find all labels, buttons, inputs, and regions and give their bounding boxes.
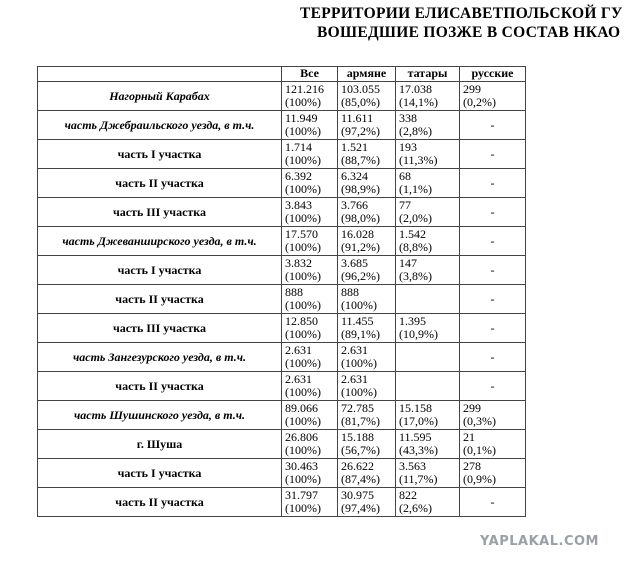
percent-value: (100%): [285, 124, 321, 138]
row-label: часть II участка: [38, 285, 282, 314]
value-cell: [282, 488, 338, 517]
percent-value: (100%): [285, 211, 321, 225]
count-value: 12.850: [285, 314, 318, 328]
value-cell: [282, 314, 338, 343]
population-table: [37, 66, 526, 517]
value-cell: [282, 111, 338, 140]
percent-value: (87,4%): [341, 472, 380, 486]
count-value: 2.631: [285, 372, 312, 386]
percent-value: (0,1%): [463, 443, 496, 457]
table-row: [38, 459, 526, 488]
value-cell: [338, 314, 396, 343]
count-value: 121.216: [285, 82, 324, 96]
value-cell: [396, 82, 460, 111]
value-cell: [460, 82, 526, 111]
value-cell: [338, 256, 396, 285]
header-cell: Все: [282, 67, 338, 82]
value-cell: [338, 343, 396, 372]
dash-cell: -: [460, 285, 526, 314]
percent-value: (100%): [285, 356, 321, 370]
header-cell: татары: [396, 67, 460, 82]
count-value: 888: [285, 285, 303, 299]
value-cell: [396, 198, 460, 227]
dash-cell: -: [460, 227, 526, 256]
percent-value: (3,8%): [399, 269, 432, 283]
percent-value: (11,7%): [399, 472, 438, 486]
percent-value: (100%): [285, 385, 321, 399]
count-value: 6.324: [341, 169, 368, 183]
dash-cell: -: [460, 372, 526, 401]
value-cell: [282, 372, 338, 401]
row-label: часть Джебраильского уезда, в т.ч.: [38, 111, 282, 140]
count-value: 17.570: [285, 227, 318, 241]
count-value: 3.832: [285, 256, 312, 270]
count-value: 21: [463, 430, 475, 444]
percent-value: (97,4%): [341, 501, 380, 515]
value-cell: [396, 459, 460, 488]
document-title: [300, 4, 640, 42]
value-cell: [396, 256, 460, 285]
count-value: 31.797: [285, 488, 318, 502]
value-cell: [396, 227, 460, 256]
percent-value: (91,2%): [341, 240, 380, 254]
value-cell: [396, 111, 460, 140]
table-header-row: [38, 67, 526, 82]
table-row: [38, 488, 526, 517]
percent-value: (100%): [285, 298, 321, 312]
percent-value: (17,0%): [399, 414, 438, 428]
value-cell: [282, 198, 338, 227]
count-value: 26.806: [285, 430, 318, 444]
row-label: часть I участка: [38, 140, 282, 169]
percent-value: (100%): [285, 153, 321, 167]
row-label: г. Шуша: [38, 430, 282, 459]
percent-value: (43,3%): [399, 443, 438, 457]
value-cell: [282, 285, 338, 314]
count-value: 888: [341, 285, 359, 299]
value-cell: [282, 256, 338, 285]
value-cell: [396, 430, 460, 459]
table-row: [38, 285, 526, 314]
value-cell: [338, 459, 396, 488]
percent-value: (0,3%): [463, 414, 496, 428]
count-value: 3.766: [341, 198, 368, 212]
row-label: часть II участка: [38, 488, 282, 517]
row-label: часть II участка: [38, 372, 282, 401]
value-cell: [396, 140, 460, 169]
percent-value: (11,3%): [399, 153, 438, 167]
value-cell: [338, 401, 396, 430]
table-row: [38, 372, 526, 401]
count-value: 1.714: [285, 140, 312, 154]
row-label: часть II участка: [38, 169, 282, 198]
percent-value: (0,9%): [463, 472, 496, 486]
dash-cell: -: [460, 198, 526, 227]
count-value: 16.028: [341, 227, 374, 241]
table-row: [38, 430, 526, 459]
percent-value: (85,0%): [341, 95, 380, 109]
row-label: часть III участка: [38, 198, 282, 227]
table-row: [38, 401, 526, 430]
dash-cell: -: [460, 314, 526, 343]
percent-value: (0,2%): [463, 95, 496, 109]
header-cell: [38, 67, 282, 82]
percent-value: (100%): [285, 414, 321, 428]
count-value: 103.055: [341, 82, 380, 96]
value-cell: [338, 140, 396, 169]
value-cell: [338, 227, 396, 256]
dash-cell: -: [460, 169, 526, 198]
value-cell: [282, 430, 338, 459]
count-value: 193: [399, 140, 417, 154]
table-row: [38, 198, 526, 227]
table-row: [38, 169, 526, 198]
count-value: 1.521: [341, 140, 368, 154]
value-cell: [460, 430, 526, 459]
table-row: [38, 343, 526, 372]
count-value: 1.395: [399, 314, 426, 328]
table-row: [38, 227, 526, 256]
row-label: часть I участка: [38, 459, 282, 488]
value-cell: [282, 140, 338, 169]
percent-value: (81,7%): [341, 414, 380, 428]
count-value: 11.455: [341, 314, 374, 328]
value-cell: [396, 285, 460, 314]
watermark-text: YAPLAKAL.COM: [480, 534, 599, 549]
table-row: [38, 256, 526, 285]
percent-value: (2,6%): [399, 501, 432, 515]
value-cell: [282, 401, 338, 430]
count-value: 30.463: [285, 459, 318, 473]
percent-value: (89,1%): [341, 327, 380, 341]
row-label: часть Шушинского уезда, в т.ч.: [38, 401, 282, 430]
value-cell: [338, 111, 396, 140]
count-value: 147: [399, 256, 417, 270]
percent-value: (100%): [285, 443, 321, 457]
value-cell: [338, 82, 396, 111]
percent-value: (100%): [285, 472, 321, 486]
percent-value: (100%): [341, 385, 377, 399]
count-value: 15.158: [399, 401, 432, 415]
count-value: 6.392: [285, 169, 312, 183]
dash-cell: -: [460, 140, 526, 169]
dash-cell: -: [460, 256, 526, 285]
percent-value: (100%): [285, 501, 321, 515]
title-line-1: ТЕРРИТОРИИ ЕЛИСАВЕТПОЛЬСКОЙ ГУ: [300, 5, 623, 22]
count-value: 299: [463, 401, 481, 415]
value-cell: [460, 401, 526, 430]
value-cell: [282, 343, 338, 372]
value-cell: [396, 488, 460, 517]
table-row: [38, 140, 526, 169]
count-value: 822: [399, 488, 417, 502]
percent-value: (100%): [285, 240, 321, 254]
row-label: часть Зангезурского уезда, в т.ч.: [38, 343, 282, 372]
value-cell: [282, 169, 338, 198]
value-cell: [338, 285, 396, 314]
value-cell: [338, 430, 396, 459]
value-cell: [396, 401, 460, 430]
dash-cell: -: [460, 111, 526, 140]
value-cell: [282, 459, 338, 488]
table-row: [38, 111, 526, 140]
count-value: 17.038: [399, 82, 432, 96]
header-cell: русские: [460, 67, 526, 82]
value-cell: [338, 169, 396, 198]
row-label: Нагорный Карабах: [38, 82, 282, 111]
percent-value: (100%): [341, 298, 377, 312]
percent-value: (14,1%): [399, 95, 438, 109]
value-cell: [396, 343, 460, 372]
percent-value: (2,0%): [399, 211, 432, 225]
count-value: 11.595: [399, 430, 432, 444]
count-value: 30.975: [341, 488, 374, 502]
count-value: 11.611: [341, 111, 374, 125]
value-cell: [338, 198, 396, 227]
percent-value: (10,9%): [399, 327, 438, 341]
count-value: 3.685: [341, 256, 368, 270]
percent-value: (56,7%): [341, 443, 380, 457]
count-value: 68: [399, 169, 411, 183]
dash-cell: -: [460, 488, 526, 517]
count-value: 278: [463, 459, 481, 473]
value-cell: [338, 372, 396, 401]
count-value: 26.622: [341, 459, 374, 473]
percent-value: (98,0%): [341, 211, 380, 225]
value-cell: [396, 169, 460, 198]
percent-value: (98,9%): [341, 182, 380, 196]
count-value: 89.066: [285, 401, 318, 415]
percent-value: (97,2%): [341, 124, 380, 138]
percent-value: (100%): [285, 182, 321, 196]
count-value: 3.843: [285, 198, 312, 212]
count-value: 11.949: [285, 111, 318, 125]
percent-value: (100%): [341, 356, 377, 370]
percent-value: (1,1%): [399, 182, 432, 196]
percent-value: (2,8%): [399, 124, 432, 138]
value-cell: [282, 227, 338, 256]
count-value: 299: [463, 82, 481, 96]
value-cell: [282, 82, 338, 111]
count-value: 72.785: [341, 401, 374, 415]
header-cell: армяне: [338, 67, 396, 82]
percent-value: (8,8%): [399, 240, 432, 254]
value-cell: [338, 488, 396, 517]
row-label: часть I участка: [38, 256, 282, 285]
value-cell: [396, 372, 460, 401]
value-cell: [396, 314, 460, 343]
table-body: [38, 82, 526, 517]
percent-value: (100%): [285, 95, 321, 109]
percent-value: (100%): [285, 269, 321, 283]
row-label: часть Джеванширского уезда, в т.ч.: [38, 227, 282, 256]
value-cell: [460, 459, 526, 488]
percent-value: (100%): [285, 327, 321, 341]
count-value: 2.631: [285, 343, 312, 357]
row-label: часть III участка: [38, 314, 282, 343]
count-value: 15.188: [341, 430, 374, 444]
percent-value: (96,2%): [341, 269, 380, 283]
title-line-2: ВОШЕДШИЕ ПОЗЖЕ В СОСТАВ НКАО: [317, 24, 621, 41]
count-value: 1.542: [399, 227, 426, 241]
count-value: 338: [399, 111, 417, 125]
table-row: [38, 314, 526, 343]
table-row: [38, 82, 526, 111]
count-value: 2.631: [341, 372, 368, 386]
percent-value: (88,7%): [341, 153, 380, 167]
count-value: 77: [399, 198, 411, 212]
dash-cell: -: [460, 343, 526, 372]
count-value: 3.563: [399, 459, 426, 473]
count-value: 2.631: [341, 343, 368, 357]
